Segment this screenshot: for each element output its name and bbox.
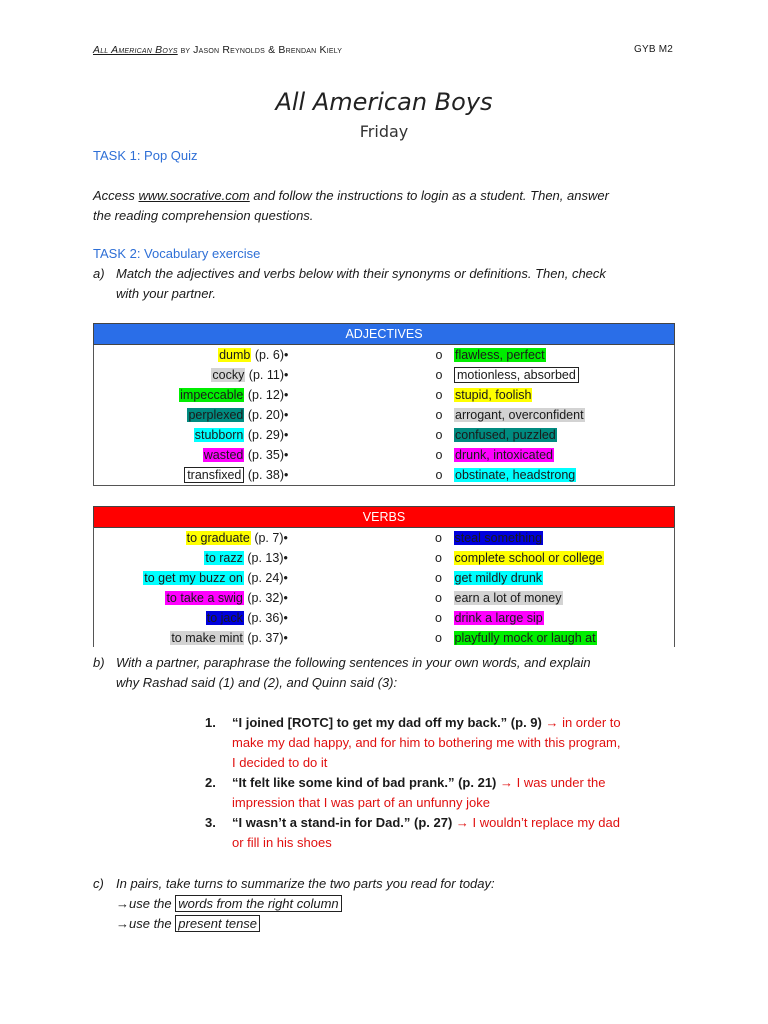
quote-text: “I joined [ROTC] to get my dad off my back.” (p. 9): [232, 715, 546, 730]
bullet-circle[interactable]: o: [435, 611, 442, 625]
arrow-icon: →: [116, 916, 129, 931]
adjective-row: [94, 345, 675, 366]
adjectives-table: [93, 323, 675, 486]
verbs-header: VERBS: [94, 507, 675, 528]
adjective-definition-cell: [454, 465, 675, 486]
verb-term-cell: [94, 628, 284, 648]
adjective-definition-cell: [454, 425, 675, 445]
adjective-term: dumb: [219, 348, 251, 362]
adjective-page-ref: (p. 35): [244, 448, 284, 462]
answer-text: in order to: [558, 715, 621, 730]
bullet-circle[interactable]: o: [435, 448, 443, 462]
bullet2-prefix: use the: [129, 916, 176, 931]
adjective-term: wasted: [203, 448, 244, 462]
quote-item: [205, 713, 675, 733]
verb-page-ref: (p. 24): [243, 571, 284, 585]
verbs-table: [93, 506, 675, 648]
bullet-circle[interactable]: o: [435, 468, 443, 482]
part-c-bullet-1: [93, 894, 673, 914]
part-c: [93, 874, 673, 934]
part-b-line2: why Rashad said (1) and (2), and Quinn said (3):: [116, 675, 398, 690]
verb-term-cell: [94, 608, 284, 628]
task1-text-after: and follow the instructions to login as a student. Then, answer: [249, 188, 609, 203]
bullet2-boxed-text: present tense: [175, 915, 260, 932]
bullet-dot[interactable]: •: [283, 591, 288, 605]
header-course-code: GYB M2: [634, 44, 673, 55]
quote-item: [205, 773, 675, 793]
answer-continuation: make my dad happy, and for him to bothering me with this program,: [232, 735, 621, 750]
task2-heading: TASK 2: Vocabulary exercise: [93, 246, 261, 261]
verb-definition-cell: [454, 548, 675, 568]
adjective-page-ref: (p. 38): [244, 468, 284, 482]
verb-term: to get my buzz on: [144, 571, 243, 585]
adjective-term-cell: [94, 425, 285, 445]
verb-term-cell: [94, 548, 284, 568]
bullet-circle[interactable]: o: [435, 428, 443, 442]
socrative-link[interactable]: www.socrative.com: [138, 188, 250, 203]
task2-part-a: [93, 264, 673, 304]
bullet-dot[interactable]: •: [284, 448, 289, 462]
adjective-page-ref: (p. 20): [244, 408, 284, 422]
adjective-row: [94, 365, 675, 385]
answer-continuation: I decided to do it: [232, 755, 328, 770]
task1-text-line2: the reading comprehension questions.: [93, 208, 314, 223]
bullet-circle[interactable]: o: [435, 408, 443, 422]
verb-page-ref: (p. 32): [243, 591, 284, 605]
header-by: by: [180, 44, 191, 56]
verb-row: [94, 548, 675, 568]
adjective-row: [94, 445, 675, 465]
bullet-circle[interactable]: o: [435, 368, 443, 382]
verbs-right-border: [674, 527, 675, 647]
quote-text: “I wasn’t a stand-in for Dad.” (p. 27): [232, 815, 456, 830]
adjective-term-cell: [94, 385, 285, 405]
verb-definition-cell: [454, 528, 675, 549]
verb-row: [94, 568, 675, 588]
bullet-dot[interactable]: •: [284, 348, 289, 362]
task1-instructions: [93, 186, 673, 226]
arrow-icon: →: [455, 815, 469, 830]
bullet-circle[interactable]: o: [435, 631, 442, 645]
task1-heading: TASK 1: Pop Quiz: [93, 148, 198, 163]
bullet-circle[interactable]: o: [435, 591, 442, 605]
verb-term: to graduate: [186, 531, 250, 545]
verb-row: [94, 628, 675, 648]
quote-list: [205, 713, 675, 853]
adjective-definition: obstinate, headstrong: [455, 468, 576, 482]
bullet-circle[interactable]: o: [435, 531, 442, 545]
verb-page-ref: (p. 7): [250, 531, 284, 545]
bullet-dot[interactable]: •: [284, 388, 289, 402]
bullet-dot[interactable]: •: [283, 571, 288, 585]
adjective-term: cocky: [212, 368, 245, 382]
part-a-line1: Match the adjectives and verbs below with their synonyms or definitions. Then, check: [116, 266, 606, 281]
adjective-definition: motionless, absorbed: [454, 367, 579, 383]
part-a-line2: with your partner.: [116, 286, 216, 301]
part-a-label: a): [93, 266, 105, 281]
verbs-left-border: [93, 527, 94, 647]
verb-definition: complete school or college: [454, 551, 603, 565]
verbs-body: [94, 528, 675, 649]
part-c-line1: In pairs, take turns to summarize the two parts you read for today:: [116, 876, 495, 891]
verb-page-ref: (p. 37): [243, 631, 284, 645]
bullet-circle[interactable]: o: [435, 571, 442, 585]
adjective-definition-cell: [454, 405, 675, 425]
verb-definition: steal something: [454, 531, 543, 545]
verb-definition-cell: [454, 628, 675, 648]
bullet-dot[interactable]: •: [284, 408, 289, 422]
adjective-term: transfixed: [184, 467, 244, 483]
bullet-dot[interactable]: •: [284, 368, 289, 382]
bullet-dot[interactable]: •: [284, 468, 289, 482]
bullet-dot[interactable]: •: [283, 611, 288, 625]
bullet-circle[interactable]: o: [435, 348, 443, 362]
adjective-definition: drunk, intoxicated: [455, 448, 553, 462]
verb-term-cell: [94, 588, 284, 608]
verb-row: [94, 528, 675, 549]
adjective-definition: stupid, foolish: [455, 388, 532, 402]
verb-term: to jack: [206, 611, 243, 625]
adjective-definition-cell: [454, 445, 675, 465]
verb-term: to make mint: [171, 631, 243, 645]
page-title: All American Boys: [275, 88, 493, 116]
part-c-bullet-2: [93, 914, 673, 934]
bullet-circle[interactable]: o: [435, 388, 443, 402]
part-b-label: b): [93, 655, 105, 670]
verb-row: [94, 608, 675, 628]
adjective-row: [94, 385, 675, 405]
verb-page-ref: (p. 36): [243, 611, 284, 625]
answer-continuation: impression that I was part of an unfunny joke: [232, 795, 490, 810]
adjective-row: [94, 405, 675, 425]
adjectives-header: ADJECTIVES: [94, 324, 675, 345]
arrow-icon: →: [116, 896, 129, 911]
header-book-title: All American Boys: [93, 44, 178, 56]
verb-definition: drink a large sip: [454, 611, 543, 625]
adjective-page-ref: (p. 11): [245, 368, 284, 382]
adjectives-body: [94, 345, 675, 486]
quote-number: 2.: [205, 775, 216, 790]
quote-number: 3.: [205, 815, 216, 830]
adjective-definition-cell: [454, 385, 675, 405]
answer-continuation: or fill in his shoes: [232, 835, 332, 850]
arrow-icon: →: [545, 715, 559, 730]
running-header: [93, 44, 342, 56]
adjective-page-ref: (p. 29): [244, 428, 284, 442]
quote-number: 1.: [205, 715, 216, 730]
verb-term: to take a swig: [166, 591, 243, 605]
bullet-dot[interactable]: •: [283, 551, 288, 565]
adjective-term: perplexed: [188, 408, 244, 422]
verb-definition-cell: [454, 608, 675, 628]
verb-definition: get mildly drunk: [454, 571, 543, 585]
quote-text: “It felt like some kind of bad prank.” (p. 21): [232, 775, 500, 790]
verb-term-cell: [94, 568, 284, 588]
bullet1-boxed-text: words from the right column: [175, 895, 341, 912]
arrow-icon: →: [500, 775, 513, 790]
adjective-term-cell: [94, 405, 285, 425]
part-c-label: c): [93, 876, 104, 891]
verb-term-cell: [94, 528, 284, 549]
adjective-definition: arrogant, overconfident: [455, 408, 584, 422]
verb-definition-cell: [454, 568, 675, 588]
task1-text-before: Access: [93, 188, 139, 203]
adjective-definition: confused, puzzled: [455, 428, 556, 442]
bullet1-prefix: use the: [129, 896, 176, 911]
adjective-term-cell: [94, 465, 285, 486]
verb-page-ref: (p. 13): [243, 551, 284, 565]
adjective-term: impeccable: [180, 388, 244, 402]
adjective-row: [94, 465, 675, 486]
bullet-circle[interactable]: o: [435, 551, 442, 565]
answer-text: I wouldn’t replace my dad: [468, 815, 620, 830]
adjective-term-cell: [94, 445, 285, 465]
adjective-row: [94, 425, 675, 445]
verb-definition: earn a lot of money: [454, 591, 562, 605]
verb-definition-cell: [454, 588, 675, 608]
adjective-definition-cell: [454, 345, 675, 366]
bullet-dot[interactable]: •: [284, 428, 289, 442]
adjective-term: stubborn: [194, 428, 244, 442]
part-b-line1: With a partner, paraphrase the following sentences in your own words, and explain: [116, 655, 591, 670]
bullet-dot[interactable]: •: [283, 531, 288, 545]
adjective-page-ref: (p. 6): [251, 348, 284, 362]
part-b: [93, 653, 673, 693]
verb-row: [94, 588, 675, 608]
verb-term: to razz: [205, 551, 243, 565]
verb-definition: playfully mock or laugh at: [454, 631, 596, 645]
adjective-term-cell: [94, 365, 285, 385]
quote-item: [205, 813, 675, 833]
bullet-dot[interactable]: •: [283, 631, 288, 645]
answer-text: I was under the: [513, 775, 606, 790]
page-subtitle: Friday: [359, 122, 409, 141]
adjective-definition-cell: [454, 365, 675, 385]
adjective-term-cell: [94, 345, 285, 366]
header-authors: Jason Reynolds & Brendan Kiely: [193, 44, 343, 56]
adjective-definition: flawless, perfect: [455, 348, 545, 362]
adjective-page-ref: (p. 12): [244, 388, 284, 402]
